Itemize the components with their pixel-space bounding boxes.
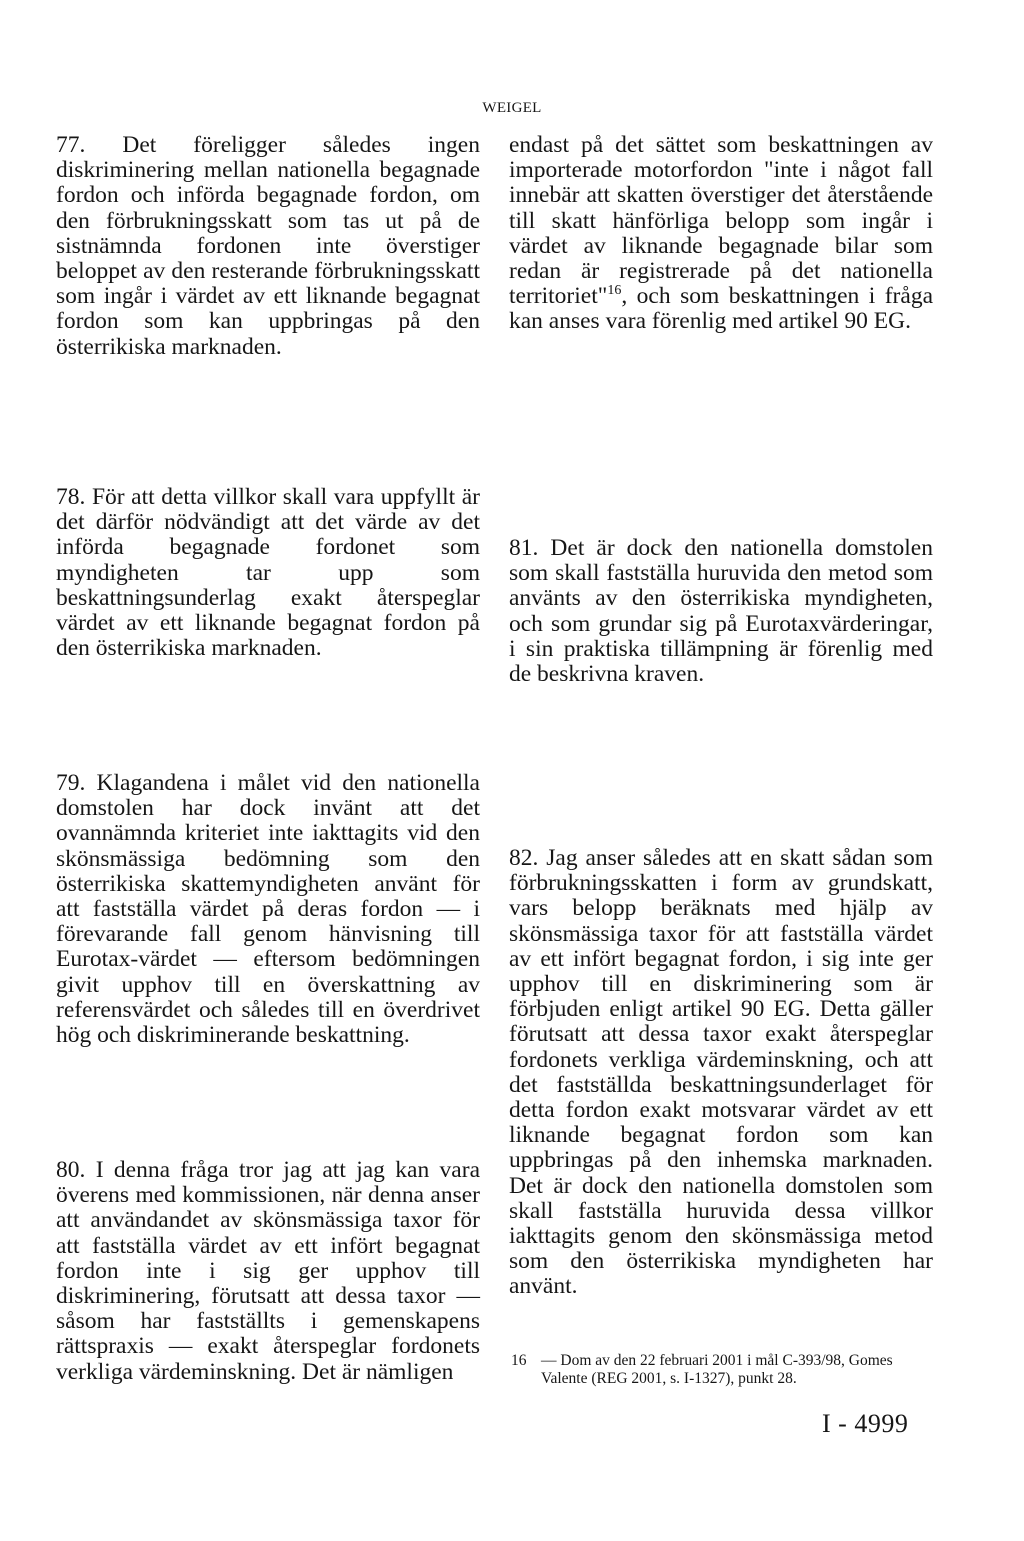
paragraph-77-continued — [509, 133, 933, 335]
paragraph-77: 77. Det föreligger således ingen diskriminering mellan nationella begagnade fordon och införda begagnade fordon, om den förbrukningsskatt som tas ut på de sistnämnda fordonen inte överstiger beloppet av den resterande förbrukningsskatt som ingår i värdet av ett liknande begagnat fordon som kan uppbringas på den österrikiska marknaden. — [56, 132, 480, 360]
paragraph-81: 81. Det är dock den nationella domstolen som skall fastställa huruvida den metod som använts av den österrikiska myndigheten, och som grundar sig på Eurotaxvärderingar, i sin praktiska tillämpning är förenlig med de beskrivna kraven. — [509, 535, 933, 688]
paragraph-79: 79. Klagandena i målet vid den nationella domstolen har dock invänt att det ovannämnda kriteriet inte iakttagits vid den skönsmässiga bedömning som den österrikiska skattemyndigheten använt för att fastställa värdet på deras fordon — i förevarande fall genom hänvisning till Eurotax-värdet — eftersom bedömningen givit upphov till en överskattning av referensvärdet och således till en överdrivet hög och diskriminerande beskattning. — [56, 770, 480, 1049]
footnote-16 — [511, 1352, 931, 1388]
footnote-text: — Dom av den 22 februari 2001 i mål C-393/98, Gomes Valente (REG 2001, s. I-1327), punkt 28. — [541, 1352, 893, 1387]
footnote-reference-16: 16 — [607, 283, 622, 299]
paragraph-80: 80. I denna fråga tror jag att jag kan vara överens med kommissionen, när denna anser att användandet av skönsmässiga taxor för att fastställa värdet av ett infört begagnat fordon inte i sig ger upphov till diskriminering, förutsatt att dessa taxor — såsom har fastställts i gemenskapens rättspraxis — exakt återspeglar fordonets verkliga värdeminskning. Det är nämligen — [56, 1157, 480, 1385]
running-header: WEIGEL — [482, 100, 542, 116]
paragraph-78: 78. För att detta villkor skall vara uppfyllt är det därför nödvändigt att det värde av det införda begagnade fordonet som myndigheten tar upp som beskattningsunderlag exakt återspeglar värdet av ett liknande begagnat fordon på den österrikiska marknaden. — [56, 484, 480, 662]
paragraph-77-continued-text-a: endast på det sättet som beskattningen av importerade motorfordon "inte i något fall innebär att skatten överstiger det återstående till skatt hänförliga belopp som ingår i värdet av liknande begagnade bilar som redan är registrerade på det nationella territoriet" — [509, 132, 933, 310]
footnote-number: 16 — [511, 1352, 527, 1369]
paragraph-82: 82. Jag anser således att en skatt sådan som förbrukningsskatten i form av grundskatt, vars belopp beräknats med hjälp av skönsmässiga taxor för att fastställa värdet av ett infört begagnat fordon, i sig inte ger upphov till en diskriminering som är förbjuden enligt artikel 90 EG. Detta gäller förutsatt att dessa taxor exakt återspeglar fordonets verkliga värdeminskning, och att det fastställda beskattningsunderlaget för detta fordon exakt motsvarar värdet av ett liknande begagnat fordon som kan uppbringas på den inhemska marknaden. Det är dock den nationella domstolen som skall fastställa huruvida dessa villkor iakttagits genom den skönsmässiga metod som den österrikiska myndigheten har använt. — [509, 845, 933, 1300]
paragraph-77-continued-text-b: , och som beskattningen i fråga kan anses vara förenlig med artikel 90 EG. — [509, 283, 933, 335]
page-number: I - 4999 — [822, 1409, 909, 1438]
